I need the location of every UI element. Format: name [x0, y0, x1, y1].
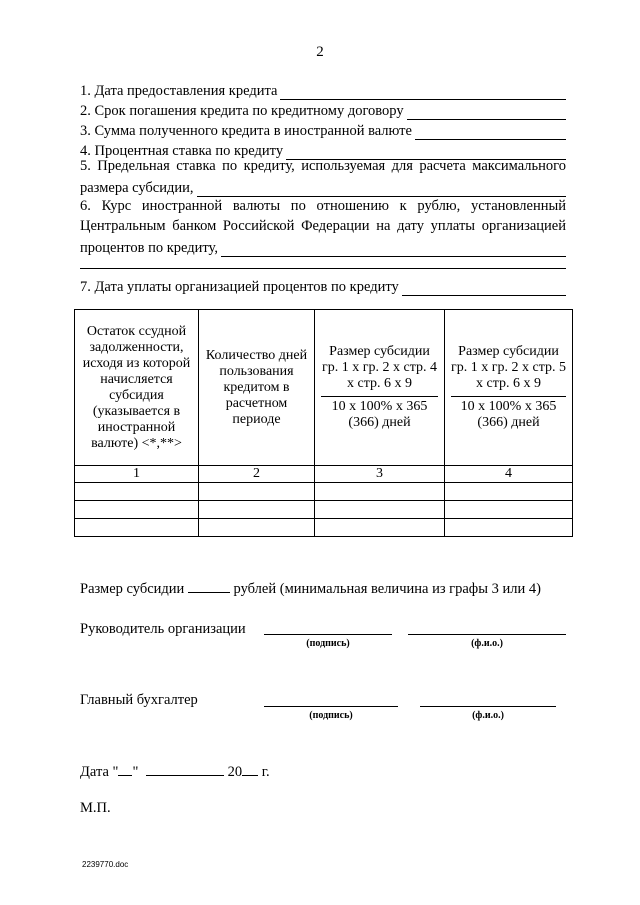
- head-signature-caption: (подпись): [306, 638, 350, 649]
- item-7-label: 7. Дата уплаты организацией процентов по кредиту: [80, 279, 399, 295]
- date-quote-close: ": [132, 764, 139, 780]
- col3-header-numerator: Размер субсидии гр. 1 х гр. 2 х стр. 4 х стр. 6 х 9: [321, 344, 438, 397]
- table-cell[interactable]: [445, 519, 573, 537]
- col3-header: [315, 310, 445, 466]
- stamp-placeholder: М.П.: [80, 800, 111, 816]
- item-2-label: 2. Срок погашения кредита по кредитному договору: [80, 103, 404, 119]
- item-6-extra-line[interactable]: [80, 268, 566, 269]
- table-cell[interactable]: [75, 483, 199, 501]
- col4-header-numerator: Размер субсидии гр. 1 х гр. 2 х стр. 5 х стр. 6 х 9: [451, 344, 566, 397]
- table-cell[interactable]: [75, 501, 199, 519]
- table-cell[interactable]: [199, 501, 315, 519]
- table-cell[interactable]: [75, 519, 199, 537]
- table-cell[interactable]: [315, 519, 445, 537]
- col-number: 3: [315, 466, 445, 483]
- item-4-row: [80, 140, 566, 160]
- accountant-signature-caption: (подпись): [309, 710, 353, 721]
- item-3-label: 3. Сумма полученного кредита в иностранной валюте: [80, 123, 412, 139]
- col2-header: Количество дней пользования кредитом в расчетном периоде: [199, 310, 315, 466]
- head-name-line[interactable]: [408, 634, 566, 635]
- date-month-blank[interactable]: [146, 763, 224, 776]
- date-year-suffix: г.: [261, 764, 270, 780]
- subsidy-prefix: Размер субсидии: [80, 581, 185, 597]
- item-1-row: [80, 80, 566, 100]
- accountant-label: Главный бухгалтер: [80, 692, 198, 708]
- accountant-signature-line[interactable]: [264, 706, 398, 707]
- table-cell[interactable]: [199, 483, 315, 501]
- col-number: 1: [75, 466, 199, 483]
- col4-header: [445, 310, 573, 466]
- item-3-row: [80, 120, 566, 140]
- item-5-label: размера субсидии,: [80, 180, 194, 196]
- table-row: [75, 519, 573, 537]
- item-5-blank[interactable]: [197, 182, 566, 197]
- table-row: [75, 483, 573, 501]
- table-cell[interactable]: [445, 501, 573, 519]
- head-signature-line[interactable]: [264, 634, 392, 635]
- head-name-caption: (ф.и.о.): [471, 638, 503, 649]
- table-cell[interactable]: [315, 501, 445, 519]
- item-5-row: [80, 177, 566, 197]
- table-cell[interactable]: [445, 483, 573, 501]
- date-line: [80, 763, 270, 781]
- col4-header-denominator: 10 х 100% х 365 (366) дней: [460, 399, 557, 430]
- item-3-blank[interactable]: [415, 125, 566, 140]
- col-number: 2: [199, 466, 315, 483]
- col3-header-denominator: 10 х 100% х 365 (366) дней: [331, 399, 428, 430]
- col1-header: Остаток ссудной задолженности, исходя из которой начисляется субсидия (указывается в иностранной валюте) <*,**>: [75, 310, 199, 466]
- item-2-blank[interactable]: [407, 105, 566, 120]
- col-number: 4: [445, 466, 573, 483]
- item-7-row: [80, 276, 566, 296]
- accountant-name-caption: (ф.и.о.): [472, 710, 504, 721]
- head-label: Руководитель организации: [80, 621, 246, 637]
- date-prefix: Дата ": [80, 764, 119, 780]
- column-number-row: [75, 466, 573, 483]
- table-cell[interactable]: [199, 519, 315, 537]
- item-6-line1: 6. Курс иностранной валюты по отношению к рублю, установленный: [80, 198, 566, 214]
- subsidy-table: [74, 309, 573, 537]
- subsidy-amount-line: [80, 580, 541, 598]
- table-row: [75, 501, 573, 519]
- accountant-name-line[interactable]: [420, 706, 556, 707]
- item-2-row: [80, 100, 566, 120]
- item-6-blank[interactable]: [221, 242, 566, 257]
- item-6-label: процентов по кредиту,: [80, 240, 218, 256]
- table-header-row: [75, 310, 573, 466]
- item-1-label: 1. Дата предоставления кредита: [80, 83, 278, 99]
- item-4-label: 4. Процентная ставка по кредиту: [80, 143, 284, 159]
- table-cell[interactable]: [315, 483, 445, 501]
- subsidy-suffix: рублей (минимальная величина из графы 3 или 4): [233, 581, 541, 597]
- item-1-blank[interactable]: [280, 85, 566, 100]
- item-6-row: [80, 237, 566, 257]
- footer-filename: 2239770.doc: [82, 860, 129, 869]
- item-5-line1: 5. Предельная ставка по кредиту, используемая для расчета максимального: [80, 158, 566, 174]
- subsidy-amount-blank[interactable]: [188, 580, 230, 593]
- page-number: 2: [316, 44, 324, 60]
- date-year-prefix: 20: [227, 764, 243, 780]
- date-day-blank[interactable]: [118, 763, 132, 776]
- item-6-line2: Центральным банком Российской Федерации на дату уплаты организацией: [80, 218, 566, 234]
- date-year-blank[interactable]: [242, 763, 258, 776]
- item-7-blank[interactable]: [402, 281, 566, 296]
